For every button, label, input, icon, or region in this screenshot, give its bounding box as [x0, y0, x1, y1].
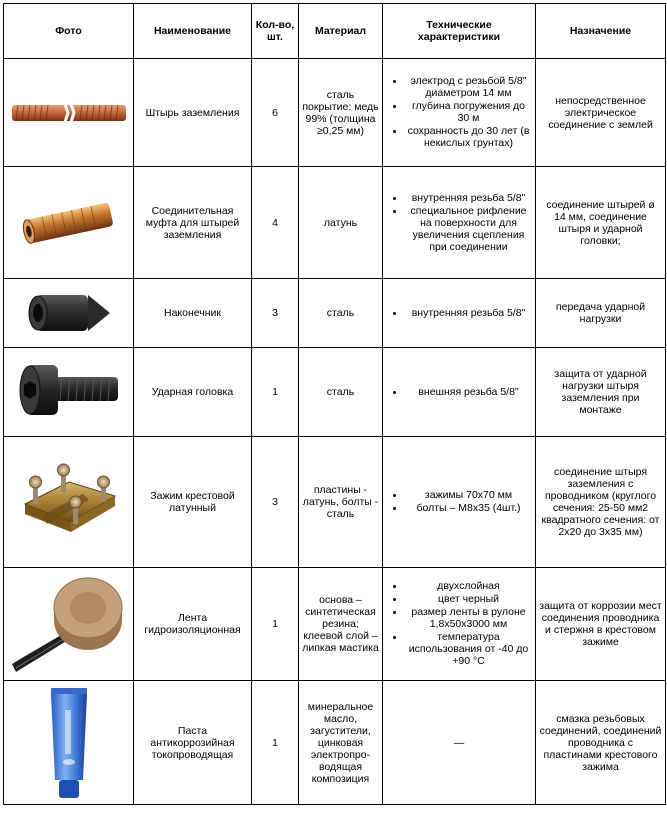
item-specs: [383, 167, 536, 279]
item-qty: 1: [252, 568, 299, 681]
item-purpose: соединение штырей ø 14 мм, соединение штыря и ударной головки;: [536, 167, 666, 279]
header-qty: Кол-во, шт.: [252, 4, 299, 59]
item-specs: [383, 568, 536, 681]
table-row: [4, 568, 666, 681]
item-qty: 3: [252, 279, 299, 348]
item-name: Соединительная муфта для штырей заземления: [134, 167, 252, 279]
item-material: сталь: [299, 279, 383, 348]
header-material: Материал: [299, 4, 383, 59]
item-material: сталь покрытие: медь 99% (толщина ≥0,25 мм): [299, 59, 383, 167]
paste-tube-photo: [4, 681, 134, 805]
table-row: [4, 279, 666, 348]
item-qty: 4: [252, 167, 299, 279]
spec-item: • цвет черный: [405, 593, 532, 605]
item-material: латунь: [299, 167, 383, 279]
item-specs: [383, 437, 536, 568]
table-row: [4, 59, 666, 167]
item-material: сталь: [299, 348, 383, 437]
item-qty: 1: [252, 681, 299, 805]
item-purpose: смазка резьбовых соединений, соединений проводника с пластинами крестового зажима: [536, 681, 666, 805]
spec-item: • внутренняя резьба 5/8": [405, 192, 532, 204]
item-qty: 1: [252, 348, 299, 437]
spec-item: • внутренняя резьба 5/8": [405, 307, 532, 319]
header-photo: Фото: [4, 4, 134, 59]
item-name: Паста антикоррозийная токопроводящая: [134, 681, 252, 805]
item-specs: [383, 59, 536, 167]
spec-item: • зажимы 70x70 мм: [405, 489, 532, 501]
table-row: [4, 437, 666, 568]
item-specs: —: [383, 681, 536, 805]
spec-item: • сохранность до 30 лет (в некислых грунтах): [405, 125, 532, 149]
header-row: [4, 4, 666, 59]
table-row: [4, 348, 666, 437]
tip-photo: [4, 279, 134, 348]
grounding-rod-photo: [4, 59, 134, 167]
item-specs: [383, 279, 536, 348]
specification-table: [3, 3, 666, 805]
item-name: Зажим крестовой латунный: [134, 437, 252, 568]
waterproof-tape-photo: [4, 568, 134, 681]
spec-item: • двухслойная: [405, 580, 532, 592]
header-name: Наименование: [134, 4, 252, 59]
cross-clamp-photo: [4, 437, 134, 568]
table-row: [4, 167, 666, 279]
item-specs: [383, 348, 536, 437]
spec-item: • болты – M8x35 (4шт.): [405, 502, 532, 514]
header-specs: Технические характеристики: [383, 4, 536, 59]
table-row: [4, 681, 666, 805]
spec-item: • электрод с резьбой 5/8" диаметром 14 мм: [405, 75, 532, 99]
spec-item: • глубина погружения до 30 м: [405, 100, 532, 124]
item-material: основа – синтетическая резина; клеевой слой – липкая мастика: [299, 568, 383, 681]
header-purpose: Назначение: [536, 4, 666, 59]
spec-item: • специальное рифление на поверхности для увеличения сцепления при соединении: [405, 205, 532, 253]
spec-item: • температура использования от -40 до +90 °С: [405, 631, 532, 667]
spec-item: • внешняя резьба 5/8": [405, 386, 532, 398]
item-name: Лента гидроизоляционная: [134, 568, 252, 681]
coupling-sleeve-photo: [4, 167, 134, 279]
item-material: пластины - латунь, болты - сталь: [299, 437, 383, 568]
item-purpose: передача ударной нагрузки: [536, 279, 666, 348]
item-purpose: защита от коррозии мест соединения проводника и стержня в крестовом зажиме: [536, 568, 666, 681]
item-name: Штырь заземления: [134, 59, 252, 167]
item-purpose: защита от ударной нагрузки штыря заземления при монтаже: [536, 348, 666, 437]
item-qty: 3: [252, 437, 299, 568]
item-name: Наконечник: [134, 279, 252, 348]
item-name: Ударная головка: [134, 348, 252, 437]
impact-head-photo: [4, 348, 134, 437]
item-material: минеральное масло, загустители, цинковая электропро-водящая композиция: [299, 681, 383, 805]
item-purpose: соединение штыря заземления с проводником (круглого сечения: 25-50 мм2 квадратного сечения: от 2x20 до 3x35 мм): [536, 437, 666, 568]
item-qty: 6: [252, 59, 299, 167]
item-purpose: непосредственное электрическое соединение с землей: [536, 59, 666, 167]
spec-item: • размер ленты в рулоне 1,8x50x3000 мм: [405, 606, 532, 630]
